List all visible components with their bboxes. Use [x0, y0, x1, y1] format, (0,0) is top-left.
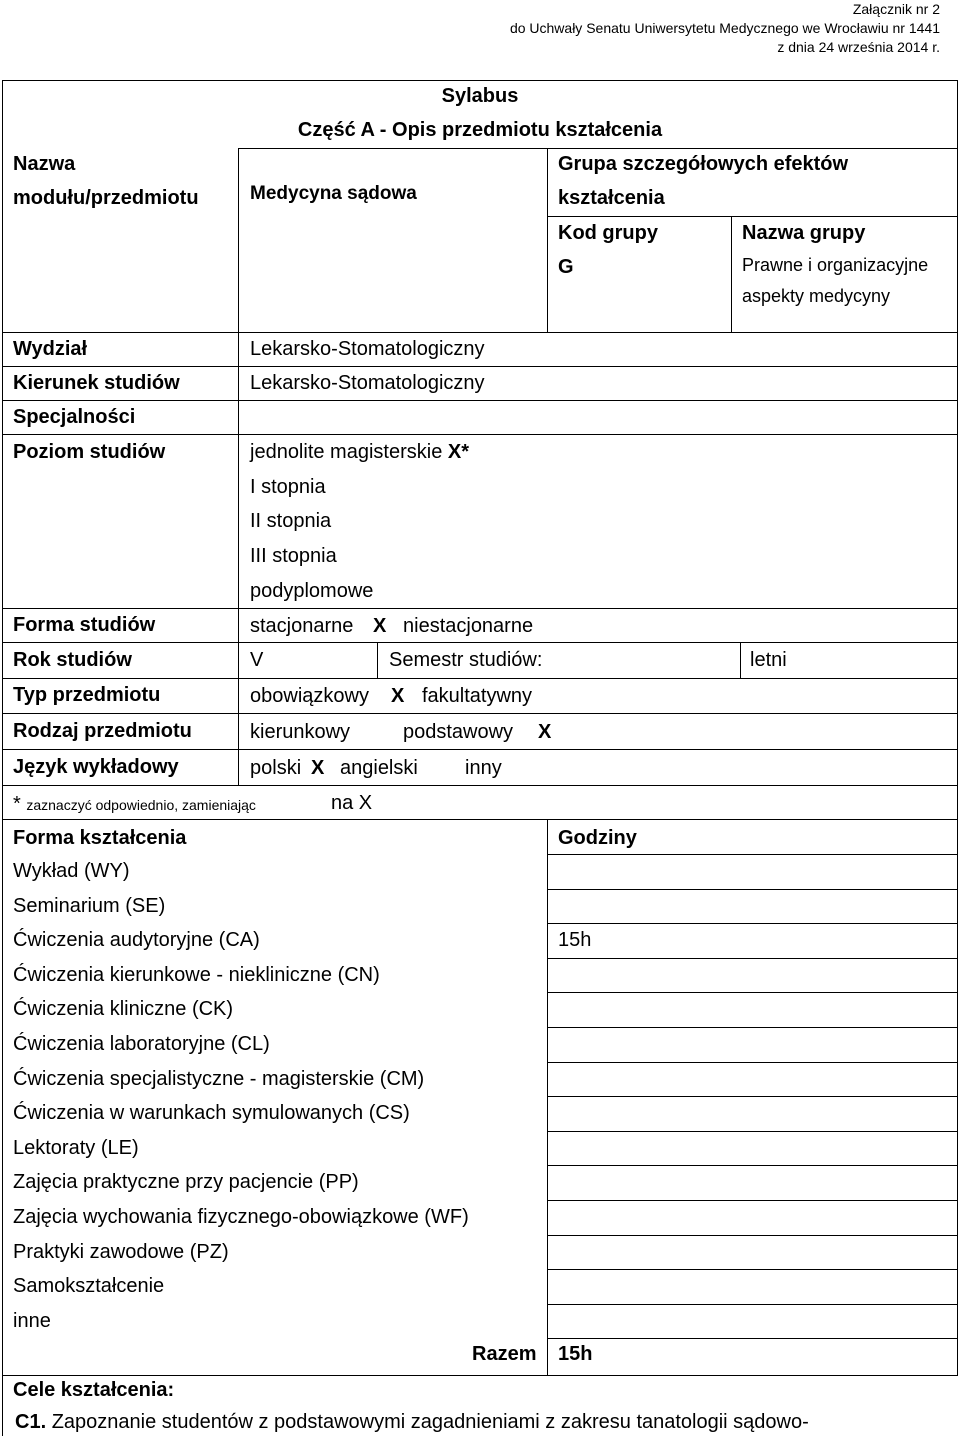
- hours-row-name: Ćwiczenia specjalistyczne - magisterskie (CM): [13, 1068, 425, 1090]
- level-second: II stopnia: [250, 510, 332, 532]
- group-name-line2: aspekty medycyny: [742, 286, 891, 306]
- row-divider: [547, 854, 958, 855]
- lang-polish: polski: [250, 757, 302, 779]
- level-master-mark: X*: [447, 441, 469, 463]
- goal-c1-label: C1.: [15, 1411, 47, 1433]
- kind-label: Rodzaj przedmiotu: [13, 720, 192, 742]
- level-first: I stopnia: [250, 476, 326, 498]
- hours-row-name: inne: [13, 1310, 51, 1332]
- course-value: Lekarsko-Stomatologiczny: [250, 372, 485, 394]
- goal-c1: [15, 1410, 809, 1434]
- type-mandatory: obowiązkowy: [250, 685, 369, 707]
- year-value: V: [250, 649, 264, 671]
- syllabus-title: Sylabus: [441, 85, 519, 107]
- hours-row-name: Ćwiczenia kierunkowe - niekliniczne (CN): [13, 964, 380, 986]
- note-suffix-text: na X: [331, 792, 373, 814]
- note-star: *: [13, 793, 21, 815]
- level-third: III stopnia: [250, 545, 337, 567]
- total-value: 15h: [558, 1343, 593, 1365]
- hours-row-name: Samokształcenie: [13, 1275, 165, 1297]
- hours-row-value: 15h: [558, 929, 592, 951]
- row-divider: [547, 958, 958, 959]
- kind-basic: podstawowy: [403, 721, 514, 743]
- hours-row-name: Zajęcia praktyczne przy pacjencie (PP): [13, 1171, 359, 1193]
- row-divider: [547, 1338, 958, 1339]
- type-label: Typ przedmiotu: [13, 684, 161, 706]
- note-text: zaznaczyć odpowiednio, zamieniając: [26, 797, 256, 813]
- course-label: Kierunek studiów: [13, 372, 180, 394]
- hours-row-name: Wykład (WY): [13, 860, 130, 882]
- kind-mark: X: [538, 721, 552, 743]
- module-name: Medycyna sądowa: [250, 183, 417, 204]
- row-divider: [547, 923, 958, 924]
- row-divider: [547, 1027, 958, 1028]
- row-divider: [547, 1304, 958, 1305]
- hours-row-name: Ćwiczenia kliniczne (CK): [13, 998, 234, 1020]
- row-divider: [547, 889, 958, 890]
- form-label: Forma studiów: [13, 614, 156, 636]
- lang-label: Język wykładowy: [13, 756, 179, 778]
- row-divider: [547, 1165, 958, 1166]
- hours-header: Godziny: [558, 827, 637, 849]
- group-code-label: Kod grupy: [558, 222, 658, 244]
- kind-directional: kierunkowy: [250, 721, 351, 743]
- level-postgrad: podyplomowe: [250, 580, 374, 602]
- row-divider: [547, 1235, 958, 1236]
- group-label-line1: Grupa szczegółowych efektów: [558, 153, 849, 175]
- lang-other: inny: [465, 757, 502, 779]
- goal-c1-text: Zapoznanie studentów z podstawowymi zagadnieniami z zakresu tanatologii sądowo-: [51, 1411, 809, 1433]
- faculty-value: Lekarsko-Stomatologiczny: [250, 338, 485, 360]
- year-label: Rok studiów: [13, 649, 132, 671]
- form-mark: X: [373, 615, 387, 637]
- hours-row-name: Zajęcia wychowania fizycznego-obowiązkowe (WF): [13, 1206, 469, 1228]
- total-label: Razem: [472, 1343, 537, 1365]
- module-label-line1: Nazwa: [13, 153, 76, 175]
- group-label-line2: kształcenia: [558, 187, 665, 209]
- hours-row-name: Ćwiczenia audytoryjne (CA): [13, 929, 260, 951]
- hours-row-name: Ćwiczenia w warunkach symulowanych (CS): [13, 1102, 410, 1124]
- row-divider: [547, 1062, 958, 1063]
- faculty-label: Wydział: [13, 338, 88, 360]
- attachment-date: z dnia 24 września 2014 r.: [777, 39, 940, 55]
- module-label-line2: modułu/przedmiotu: [13, 187, 199, 209]
- hours-row-name: Lektoraty (LE): [13, 1137, 139, 1159]
- form-parttime: niestacjonarne: [403, 615, 534, 637]
- semester-label: Semestr studiów:: [389, 649, 543, 671]
- hours-form-header: Forma kształcenia: [13, 827, 187, 849]
- hours-row-name: Ćwiczenia laboratoryjne (CL): [13, 1033, 270, 1055]
- attachment-number: Załącznik nr 2: [852, 1, 940, 17]
- note-suffix: [331, 791, 372, 815]
- attachment-resolution: do Uchwały Senatu Uniwersytetu Medycznego we Wrocławiu nr 1441: [509, 20, 940, 36]
- hours-row-name: Praktyki zawodowe (PZ): [13, 1241, 229, 1263]
- level-label: Poziom studiów: [13, 441, 166, 463]
- level-master: [250, 440, 469, 464]
- row-divider: [547, 1200, 958, 1201]
- row-divider: [547, 992, 958, 993]
- type-optional: fakultatywny: [422, 685, 533, 707]
- semester-value: letni: [750, 649, 787, 671]
- level-master-text: jednolite magisterskie: [250, 441, 448, 463]
- row-divider: [547, 1131, 958, 1132]
- group-name-label: Nazwa grupy: [742, 222, 866, 244]
- syllabus-subtitle: Część A - Opis przedmiotu kształcenia: [297, 119, 663, 141]
- group-name-line1: Prawne i organizacyjne: [742, 255, 929, 275]
- lang-english: angielski: [340, 757, 418, 779]
- row-divider: [547, 1096, 958, 1097]
- row-divider: [547, 1269, 958, 1270]
- note-row: [13, 792, 256, 816]
- lang-mark: X: [311, 757, 325, 779]
- type-mark: X: [391, 685, 405, 707]
- group-code-value: G: [558, 256, 574, 278]
- specialty-label: Specjalności: [13, 406, 136, 428]
- form-fulltime: stacjonarne: [250, 615, 354, 637]
- goals-heading: Cele kształcenia:: [13, 1379, 175, 1401]
- hours-row-name: Seminarium (SE): [13, 895, 166, 917]
